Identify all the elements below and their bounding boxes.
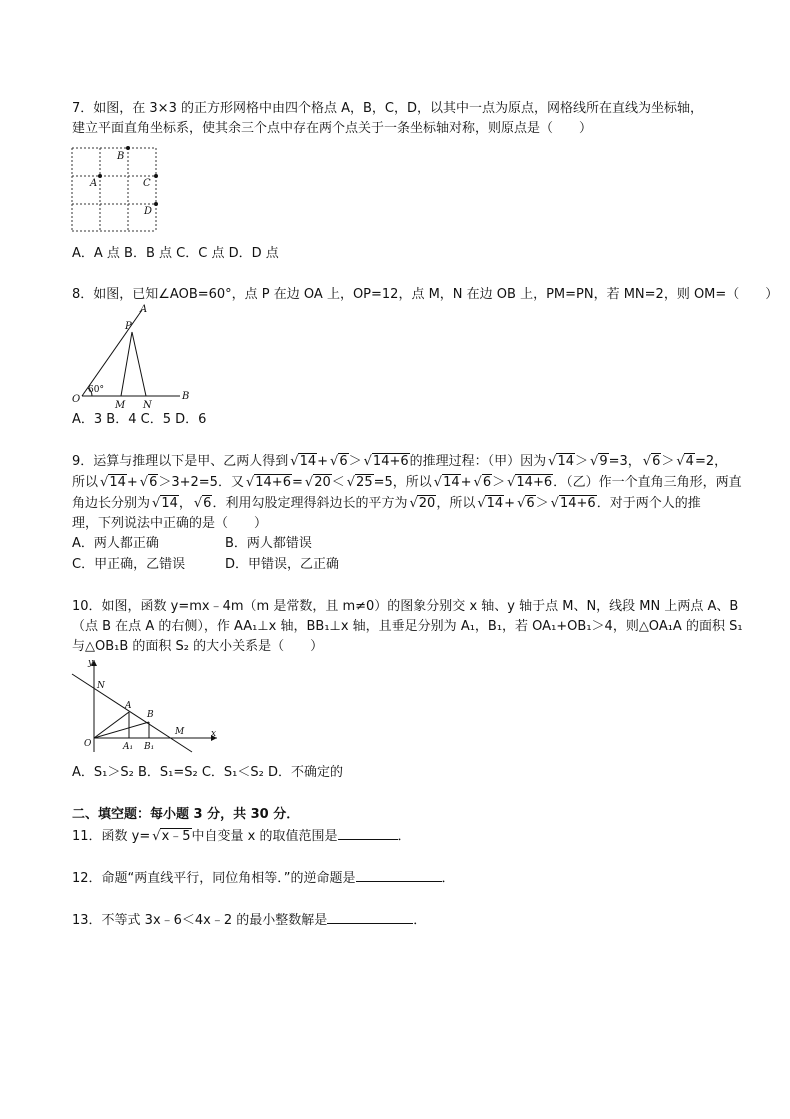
label-angle-60: 60° — [88, 385, 104, 395]
q8-options: A．3 B．4 C．5 D．6 — [72, 412, 207, 427]
q7-options: A．A 点 B．B 点 C．C 点 D．D 点 — [72, 246, 279, 261]
q10-line1: 10．如图，函数 y=mx﹣4m（m 是常数，且 m≠0）的图象分别交 x 轴、y 轴于点 M、N，线段 MN 上两点 A、B — [72, 599, 739, 614]
label-A1: A₁ — [123, 742, 134, 752]
q13-line: 13．不等式 3x﹣6＜4x﹣2 的最小整数解是 ． — [72, 913, 427, 928]
q12-answer-blank[interactable] — [356, 869, 442, 882]
label-M: M — [115, 400, 126, 411]
label-y: y — [88, 658, 94, 668]
q9-line4: 理，下列说法中正确的是（ ） — [72, 516, 268, 531]
label-M: M — [175, 727, 185, 737]
label-B: B — [147, 710, 154, 720]
label-B: B — [182, 391, 190, 402]
q9-line3: 角边长分别为√ 14，√ 6．利用勾股定理得斜边长的平方为√ 20，所以√ 14+√ 6＞√ 14+6．对于两个人的推 — [72, 495, 701, 513]
label-B: B — [117, 151, 125, 162]
label-A: A — [90, 178, 98, 189]
label-O: O — [72, 394, 81, 405]
q9-option-b: B．两人都错误 — [225, 536, 312, 551]
grid-point-C — [154, 174, 158, 178]
label-A: A — [140, 304, 148, 315]
section-fill-in-title: 二、填空题：每小题 3 分，共 30 分． — [72, 807, 300, 822]
q10-line3: 与△OB₁B 的面积 S₂ 的大小关系是（ ） — [72, 639, 324, 654]
label-P: P — [125, 321, 132, 332]
q8-line1: 8．如图，已知∠AOB=60°，点 P 在边 OA 上，OP=12，点 M，N 在边 OB 上，PM=PN，若 MN=2，则 OM=（ ） — [72, 287, 779, 302]
q9-line1: 9．运算与推理以下是甲、乙两人得到√ 14+√ 6＞√ 14+6的推理过程：（甲）因为√ 14＞√ 9=3，√ 6＞√ 4=2， — [72, 453, 727, 471]
grid-point-A — [98, 174, 102, 178]
grid-point-D — [154, 202, 158, 206]
label-C: C — [143, 178, 151, 189]
q10-options: A．S₁＞S₂ B．S₁=S₂ C．S₁＜S₂ D．不确定的 — [72, 765, 343, 780]
q9-option-c: C．甲正确，乙错误 — [72, 557, 186, 572]
q13-answer-blank[interactable] — [327, 911, 413, 924]
q10-graph-figure — [72, 656, 222, 756]
q7-line2: 建立平面直角坐标系，使其余三个点中存在两个点关于一条坐标轴对称，则原点是（ ） — [72, 121, 593, 136]
label-O: O — [84, 739, 92, 749]
label-N: N — [97, 681, 105, 691]
q8-angle-figure — [72, 300, 192, 411]
q9-line2: 所以√ 14+√ 6＞3+2=5．又√ 14+6=√ 20＜√ 25=5，所以√ 14+√ 6＞√ 14+6．（乙）作一个直角三角形，两直 — [72, 474, 742, 492]
q11-answer-blank[interactable] — [338, 827, 398, 840]
q7-line1: 7．如图，在 3×3 的正方形网格中由四个格点 A，B，C，D，以其中一点为原点，网格线所在直线为坐标轴， — [72, 101, 704, 116]
label-N: N — [143, 400, 152, 411]
label-B1: B₁ — [144, 742, 155, 752]
grid-point-B — [126, 146, 130, 150]
label-D: D — [144, 206, 153, 217]
q9-option-d: D．甲错误，乙正确 — [225, 557, 340, 572]
label-x: x — [211, 729, 217, 739]
q12-line: 12．命题“两直线平行，同位角相等．”的逆命题是 ． — [72, 871, 455, 886]
q10-line2: （点 B 在点 A 的右侧），作 AA₁⊥x 轴，BB₁⊥x 轴，且垂足分别为 A₁，B₁，若 OA₁+OB₁＞4，则△OA₁A 的面积 S₁ — [72, 619, 743, 634]
q11-line: 11．函数 y=√ x﹣5中自变量 x 的取值范围是 ． — [72, 827, 411, 846]
q9-option-a: A．两人都正确 — [72, 536, 159, 551]
q7-grid-figure — [72, 148, 158, 232]
label-A: A — [125, 701, 132, 711]
